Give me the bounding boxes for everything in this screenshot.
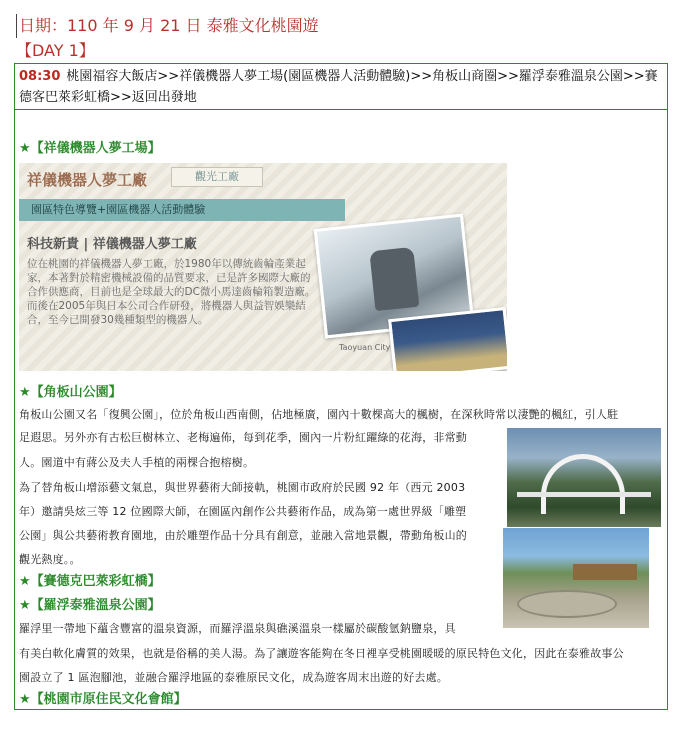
park-pavilion xyxy=(573,564,637,580)
jiaoban-text-line: 觀光熱度。。 xyxy=(19,553,81,566)
banner-title: 祥儀機器人夢工廠 xyxy=(27,171,148,189)
banner-subtitle: 科技新貴 | 祥儀機器人夢工廠 xyxy=(27,237,197,252)
robot-figure xyxy=(369,247,419,311)
date-title: 日期：110 年 9 月 21 日 泰雅文化桃園遊 xyxy=(16,14,670,38)
jiaoban-text-line: 年）邀請吳炫三等 12 位國際大師，在園區內創作公共藝術作品，成為第一處世界級「雕塑 xyxy=(19,505,467,518)
hot-spring-park-photo xyxy=(503,528,649,628)
section-title-robot-factory: ★【祥儀機器人夢工場】 xyxy=(19,141,161,156)
bridge-deck xyxy=(517,492,651,497)
luofu-text-line: 有美白軟化膚質的效果，也就是俗稱的美人湯。為了讓遊客能夠在冬日裡享受桃園暖暖的原民特色文化，因此在泰雅故事公 xyxy=(19,647,624,660)
content-box xyxy=(14,110,668,710)
jiaoban-text-line: 角板山公園又名「復興公園」，位於角板山西南側，佔地極廣，園內十數棵高大的楓樹，在深秋時常以淒艷的楓紅，引人駐 xyxy=(19,408,619,421)
rainbow-bridge-photo xyxy=(507,428,661,527)
robot-factory-banner-image xyxy=(19,163,507,371)
luofu-text-line: 園設立了 1 區泡腳池，並融合羅浮地區的泰雅原民文化，成為遊客周末出遊的好去處。 xyxy=(19,671,448,684)
section-title-indigenous-museum: ★【桃園市原住民文化會館】 xyxy=(19,692,187,707)
bridge-arch xyxy=(541,454,625,514)
section-title-jiaoban-park: ★【角板山公園】 xyxy=(19,385,122,400)
route-time: 08:30 xyxy=(19,69,61,84)
section-title-rainbow-bridge: ★【賽德克巴萊彩虹橋】 xyxy=(19,574,161,589)
banner-feature-bar: 園區特色導覽+園區機器人活動體驗 xyxy=(19,199,345,221)
header xyxy=(16,14,670,62)
section-title-luofu-hot-spring: ★【羅浮泰雅溫泉公園】 xyxy=(19,598,161,613)
route-text: 桃園福容大飯店>>祥儀機器人夢工場(園區機器人活動體驗)>>角板山商圈>>羅浮泰雅溫泉公園>>賽德客巴萊彩虹橋>>返回出發地 xyxy=(19,69,658,105)
luofu-text-line: 羅浮里一帶地下蘊含豐富的溫泉資源，而羅浮溫泉與礁溪溫泉一樣屬於碳酸氫鈉鹽泉，具 xyxy=(19,622,456,635)
day-tag: 【DAY 1】 xyxy=(16,41,95,60)
banner-tag: 觀光工廠 xyxy=(171,167,263,187)
jiaoban-text-line: 人。園道中有蔣公及夫人手植的兩棵合抱榕樹。 xyxy=(19,456,255,469)
itinerary-route-box xyxy=(14,63,668,110)
factory-photo xyxy=(388,307,507,371)
jiaoban-text-line: 足遐思。另外亦有古松巨樹林立、老梅遍佈，每到花季，園內一片粉紅躍綠的花海，非常動 xyxy=(19,431,467,444)
jiaoban-text-line: 公園」與公共藝術教育園地，由於雕塑作品十分具有創意，並融入當地景觀，帶動角板山的 xyxy=(19,529,467,542)
banner-description: 位在桃園的祥儀機器人夢工廠，於1980年以傳統齒輪產業起家，本著對於精密機械設備的品質要求，已是許多國際大廠的合作供應商，目前也是全球最大的DC微小馬達齒輪箱製造廠。而後在2005年與日本公司合作研發，將機器人與益智娛樂結合，至今已開發30幾種類型的機器人。 xyxy=(27,258,316,326)
banner-city-label: Taoyuan City xyxy=(339,343,391,352)
foot-bath-pool xyxy=(517,590,617,618)
jiaoban-text-line: 為了替角板山增添藝文氣息，與世界藝術大師接軌，桃園市政府於民國 92 年（西元 2003 xyxy=(19,481,466,494)
